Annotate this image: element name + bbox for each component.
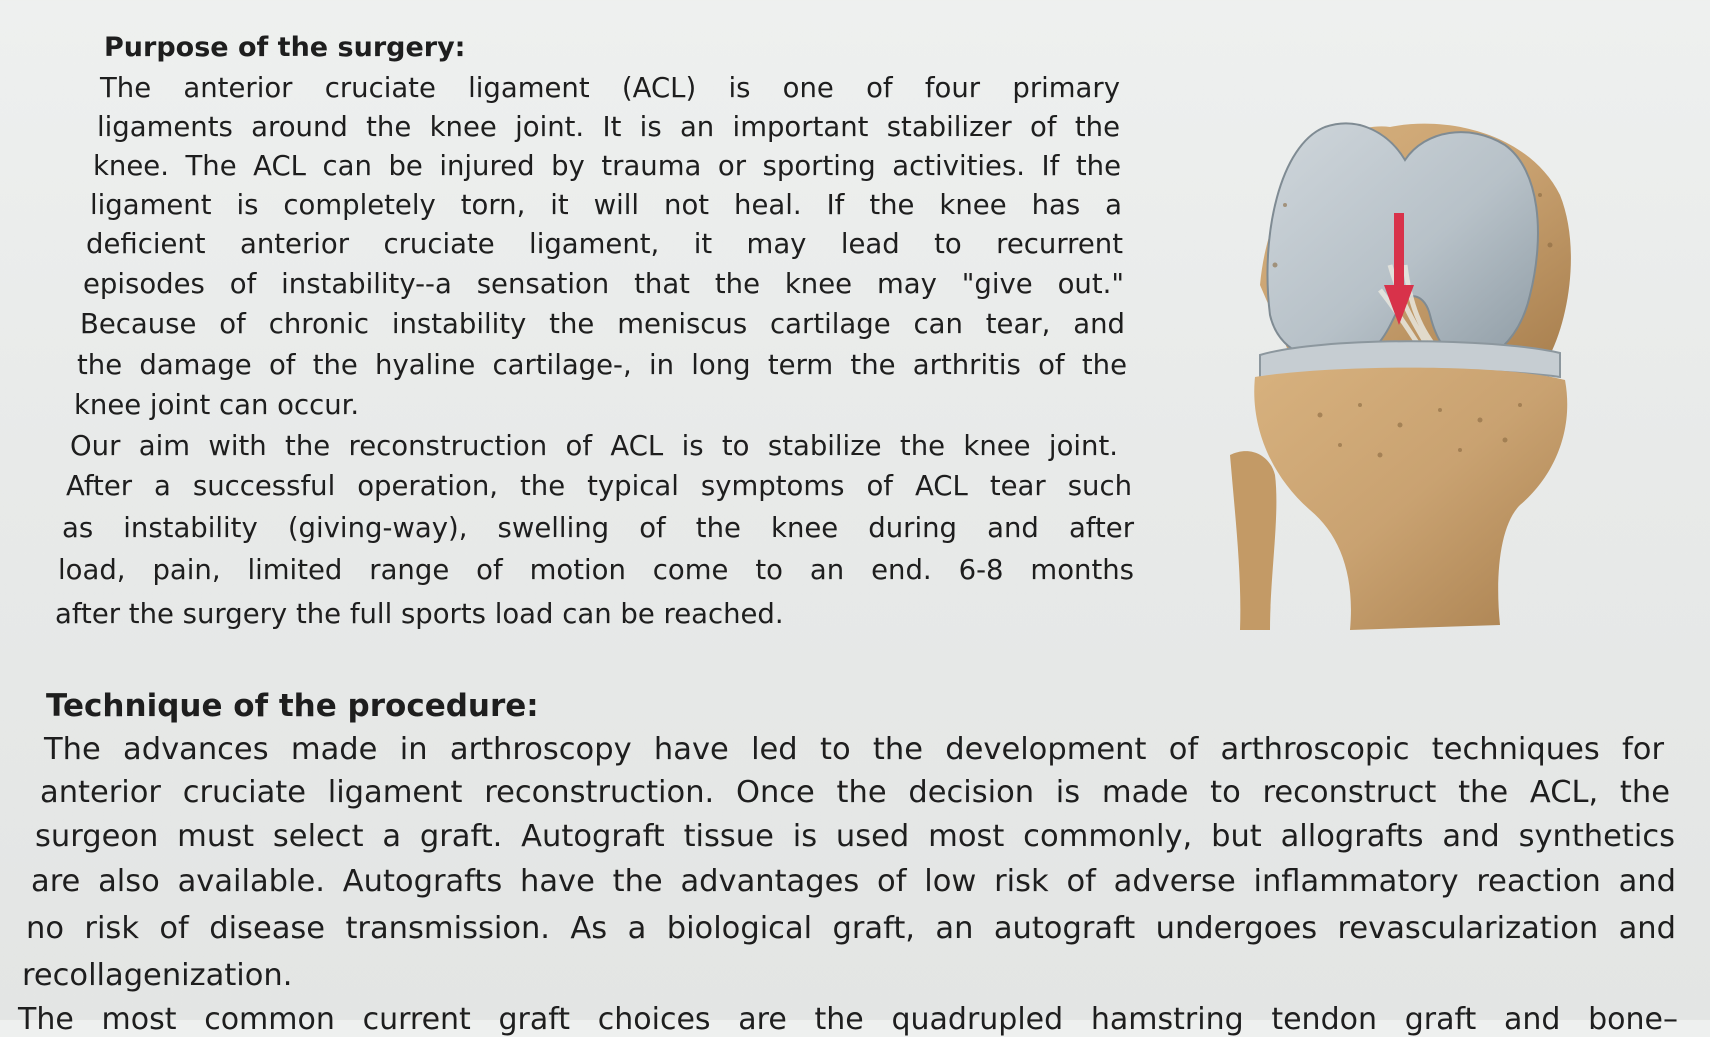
technique-line: are also available. Autografts have the advantages of low risk of adverse inflammatory reaction and: [31, 864, 1676, 899]
purpose-line: ligament is completely torn, it will not heal. If the knee has a: [90, 189, 1122, 221]
purpose-line: after the surgery the full sports load can be reached.: [55, 598, 784, 630]
purpose-line: deficient anterior cruciate ligament, it may lead to recurrent: [86, 228, 1123, 260]
purpose-line: load, pain, limited range of motion come to an end. 6-8 months: [58, 554, 1134, 586]
purpose-line: the damage of the hyaline cartilage-, in long term the arthritis of the: [77, 349, 1127, 381]
purpose-line: Because of chronic instability the meniscus cartilage can tear, and: [80, 308, 1125, 340]
technique-line: anterior cruciate ligament reconstruction. Once the decision is made to reconstruct the ACL, the: [40, 775, 1670, 810]
technique-line-cutoff: The most common current graft choices are the quadrupled hamstring tendon graft and bone–: [18, 1002, 1678, 1037]
purpose-line: episodes of instability--a sensation that the knee may "give out.": [83, 268, 1124, 300]
technique-line: The advances made in arthroscopy have led to the development of arthroscopic techniques for: [44, 732, 1664, 767]
purpose-line: After a successful operation, the typical symptoms of ACL tear such: [66, 470, 1132, 502]
purpose-line: as instability (giving-way), swelling of the knee during and after: [62, 512, 1134, 544]
purpose-line: knee. The ACL can be injured by trauma or sporting activities. If the: [93, 150, 1121, 182]
purpose-line: knee joint can occur.: [74, 389, 360, 421]
purpose-line: ligaments around the knee joint. It is an important stabilizer of the: [97, 111, 1120, 143]
technique-heading: Technique of the procedure:: [46, 688, 539, 724]
technique-line: surgeon must select a graft. Autograft tissue is used most commonly, but allografts and synthetics: [35, 819, 1675, 854]
technique-line: recollagenization.: [22, 958, 293, 993]
knee-joint-illustration: [1230, 115, 1610, 635]
purpose-line: Our aim with the reconstruction of ACL is to stabilize the knee joint.: [70, 430, 1118, 462]
technique-line: no risk of disease transmission. As a biological graft, an autograft undergoes revascularization and: [26, 911, 1676, 946]
purpose-line: The anterior cruciate ligament (ACL) is one of four primary: [100, 72, 1120, 104]
purpose-heading: Purpose of the surgery:: [104, 32, 466, 63]
